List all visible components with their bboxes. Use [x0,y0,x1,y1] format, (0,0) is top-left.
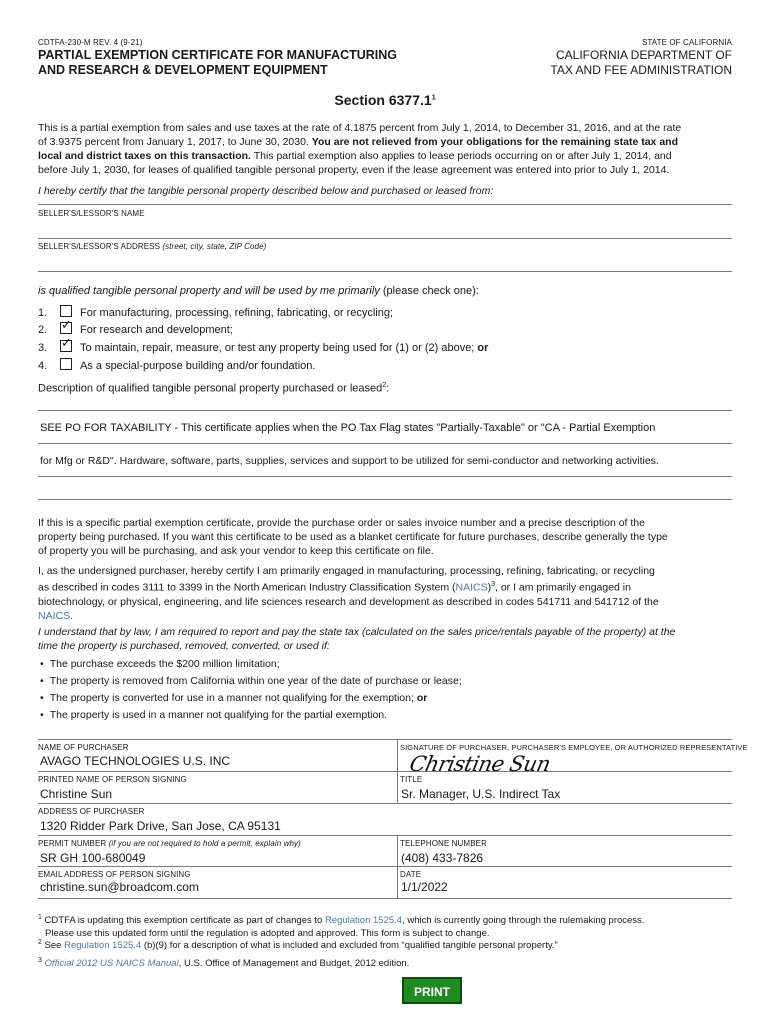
list-item: • The property is converted for use in a manner not qualifying for the exemption; or [52,690,462,707]
description-line-1[interactable]: SEE PO FOR TAXABILITY - This certificate applies when the PO Tax Flag states "Partially-Taxable" or "CA - Partial Exemption [40,422,656,434]
department: CALIFORNIA DEPARTMENT OF TAX AND FEE ADMINISTRATION [550,48,732,77]
telephone-label: TELEPHONE NUMBER [400,839,487,848]
checkbox-manufacturing[interactable] [60,305,72,317]
print-button[interactable]: PRINT [402,977,462,1004]
permit-number-label: PERMIT NUMBER (if you are not required to hold a permit, explain why) [38,839,301,848]
intro-text: This is a partial exemption from sales and use taxes at the rate of 4.1875 percent from July 1, 2014, to December 31, 2016, and at the rate of 3.9375 percent from January 1, 2017, to June 30, 2030. You are not relieved from your obligations for the remaining state tax and local and district taxes on this transaction. This partial exemption also applies to lease periods occurring on or after July 1, 2014, and before July 1, 2030, for leases of qualified tangible personal property, even if the lease agreement was entered into prior to July 1, 2014. [38,122,682,176]
description-line-3[interactable] [38,478,732,498]
seller-address-label: SELLER'S/LESSOR'S ADDRESS (street, city, state, ZIP Code) [38,242,267,251]
divider [397,835,398,898]
divider [38,204,732,205]
divider [38,771,732,772]
divider [38,835,732,836]
permit-number-field[interactable]: SR GH 100-680049 [40,851,146,865]
divider [38,271,732,272]
state-label: STATE OF CALIFORNIA [641,38,732,47]
purchaser-name-field[interactable]: AVAGO TECHNOLOGIES U.S. INC [40,754,231,768]
certify-statement: I hereby certify that the tangible personal property described below and purchased or leased from: [38,185,494,197]
purchaser-address-field[interactable]: 1320 Ridder Park Drive, San Jose, CA 95131 [40,819,281,833]
divider [38,739,732,740]
divider [38,803,732,804]
purchaser-name-label: NAME OF PURCHASER [38,743,129,752]
form-title: PARTIAL EXEMPTION CERTIFICATE FOR MANUFACTURING AND RESEARCH & DEVELOPMENT EQUIPMENT [38,48,398,77]
use-option-2: 2.✓ For research and development; [38,322,233,336]
form-id: CDTFA-230-M REV. 4 (9-21) [38,38,143,47]
checkbox-building[interactable] [60,358,72,370]
seller-name-field[interactable] [38,220,732,237]
telephone-field[interactable]: (408) 433-7826 [401,851,484,865]
list-item: • The property is used in a manner not qualifying for the partial exemption. [52,707,462,724]
divider [38,410,732,411]
naics-link[interactable]: NAICS [38,609,71,622]
list-item: • The purchase exceeds the $200 million limitation; [52,656,462,673]
use-option-1: 1. For manufacturing, processing, refining, fabricating, or recycling; [38,307,394,319]
divider [38,443,732,444]
footnote-1: $^1$ CDTFA is updating this exemption certificate as part of changes to Regulation 1525.4, which is currently going through the rulemaking process. Please use this updated form until the regulation is adopted and approved. This form is subject to change. [38,914,645,940]
footnote-2: $^2$ See Regulation 1525.4 (b)(9) for a description of what is included and excluded from “qualified tangible personal property.” [38,939,558,952]
section-title: Section 6377.1$^1$ [334,92,436,108]
use-option-3: 3.✓ To maintain, repair, measure, or test any property being used for (1) or (2) above; or [38,340,488,354]
date-label: DATE [400,870,422,879]
naics-manual-link[interactable]: Official 2012 US NAICS Manual [41,958,179,970]
divider [38,866,732,867]
signature-label: SIGNATURE OF PURCHASER, PURCHASER'S EMPLOYEE, OR AUTHORIZED REPRESENTATIVE [400,743,748,752]
date-field[interactable]: 1/1/2022 [401,880,448,894]
regulation-link[interactable]: Regulation 1525.4 [64,940,142,952]
naics-certification: I, as the undersigned purchaser, hereby certify I am primarily engaged in manufacturing, processing, refining, fabricating, or recycling as described in codes 3111 to 3399 in the North American Industry Classification System (NAICS)$^3$, or I am primarily engaged in biotechnology, or physical, engineering, and life sciences research and development as described in codes 541711 and 541712 of the NAICS. [38,565,659,622]
seller-address-field[interactable] [38,252,732,270]
purchaser-address-label: ADDRESS OF PURCHASER [38,807,145,816]
description-label: Description of qualified tangible personal property purchased or leased$^2$: [38,382,390,395]
regulation-link[interactable]: Regulation 1525.4 [324,915,403,927]
divider [38,238,732,239]
title-label: TITLE [400,775,423,784]
list-item: • The property is removed from California within one year of the date of purchase or lease; [52,673,462,690]
footnote-3: $^3$ Official 2012 US NAICS Manual, U.S. Office of Management and Budget, 2012 edition. [38,957,410,970]
title-field[interactable]: Sr. Manager, U.S. Indirect Tax [401,787,561,801]
description-line-2[interactable]: for Mfg or R&D". Hardware, software, parts, supplies, services and support to be utilized for semi-conductor and networking activities. [40,455,659,467]
printed-name-field[interactable]: Christine Sun [40,787,113,801]
tax-conditions-list [49,656,462,724]
divider [38,898,732,899]
email-field[interactable]: christine.sun@broadcom.com [40,880,199,894]
qualified-prompt: is qualified tangible personal property and will be used by me primarily (please check one): [38,285,479,297]
signature[interactable]: Christine Sun [407,752,553,776]
printed-name-label: PRINTED NAME OF PERSON SIGNING [38,775,187,784]
use-option-4: 4. As a special-purpose building and/or foundation. [38,360,316,372]
email-label: EMAIL ADDRESS OF PERSON SIGNING [38,870,191,879]
tax-obligation-statement: I understand that by law, I am required to report and pay the state tax (calculated on the sales price/rentals payable of the property) at the time the property is purchased, removed, converted, or used if: [38,626,676,652]
seller-name-label: SELLER'S/LESSOR'S NAME [38,209,145,218]
checkbox-research[interactable] [60,322,72,334]
specific-certificate-text: If this is a specific partial exemption certificate, provide the purchase order or sales invoice number and a precise description of the property being purchased. If you want this certificate to be used as a blanket certificate for future purchases, describe generally the type of property you will be purchasing, and ask your vendor to keep this certificate on file. [38,517,668,557]
divider [38,476,732,477]
naics-link[interactable]: NAICS [455,581,488,594]
divider [38,499,732,500]
checkbox-maintain[interactable] [60,340,72,352]
divider [397,739,398,803]
